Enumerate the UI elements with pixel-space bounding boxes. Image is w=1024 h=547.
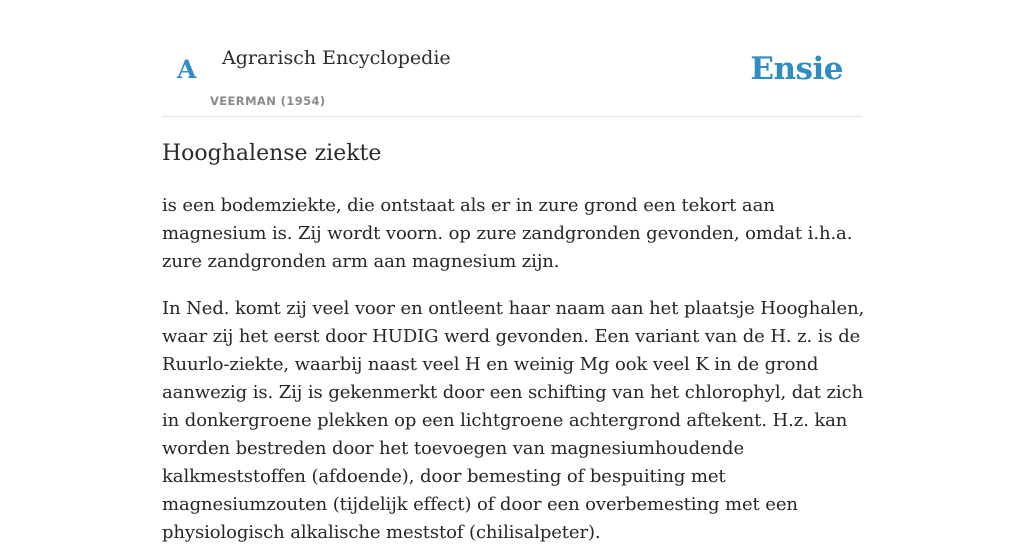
source-author-year: VEERMAN (1954): [210, 94, 326, 108]
article-paragraph: In Ned. komt zij veel voor en ontleent haar naam aan het plaatsje Hooghalen, waar zij het eerst door HUDIG werd gevonden. Een variant van de H. z. is de Ruurlo-ziekte, waarbij naast veel H en weinig Mg ook veel K in de grond aanwezig is. Zij is gekenmerkt door een schifting van het chlorophyl, dat zich in donkergroene plekken op een lichtgroene achtergrond aftekent. H.z. kan worden bestreden door het toevoegen van magnesiumhoudende kalkmeststoffen (afdoende), door bemesting of bespuiting met magnesiumzouten (tijdelijk effect) of door een overbemesting met een physiologisch alkalische meststof (chilisalpeter).: [162, 298, 865, 543]
ensie-logo-link[interactable]: Ensie: [750, 51, 843, 87]
source-header: [162, 0, 862, 117]
source-title-link[interactable]: Agrarisch Encyclopedie: [222, 47, 451, 69]
article: [162, 138, 866, 547]
source-logo[interactable]: A: [177, 55, 197, 84]
article-paragraph: is een bodemziekte, die ontstaat als er in zure grond een tekort aan magnesium is. Zij wordt voorn. op zure zandgronden gevonden, omdat i.h.a. zure zandgronden arm aan magnesium zijn.: [162, 195, 853, 272]
article-title: Hooghalense ziekte: [162, 141, 382, 166]
